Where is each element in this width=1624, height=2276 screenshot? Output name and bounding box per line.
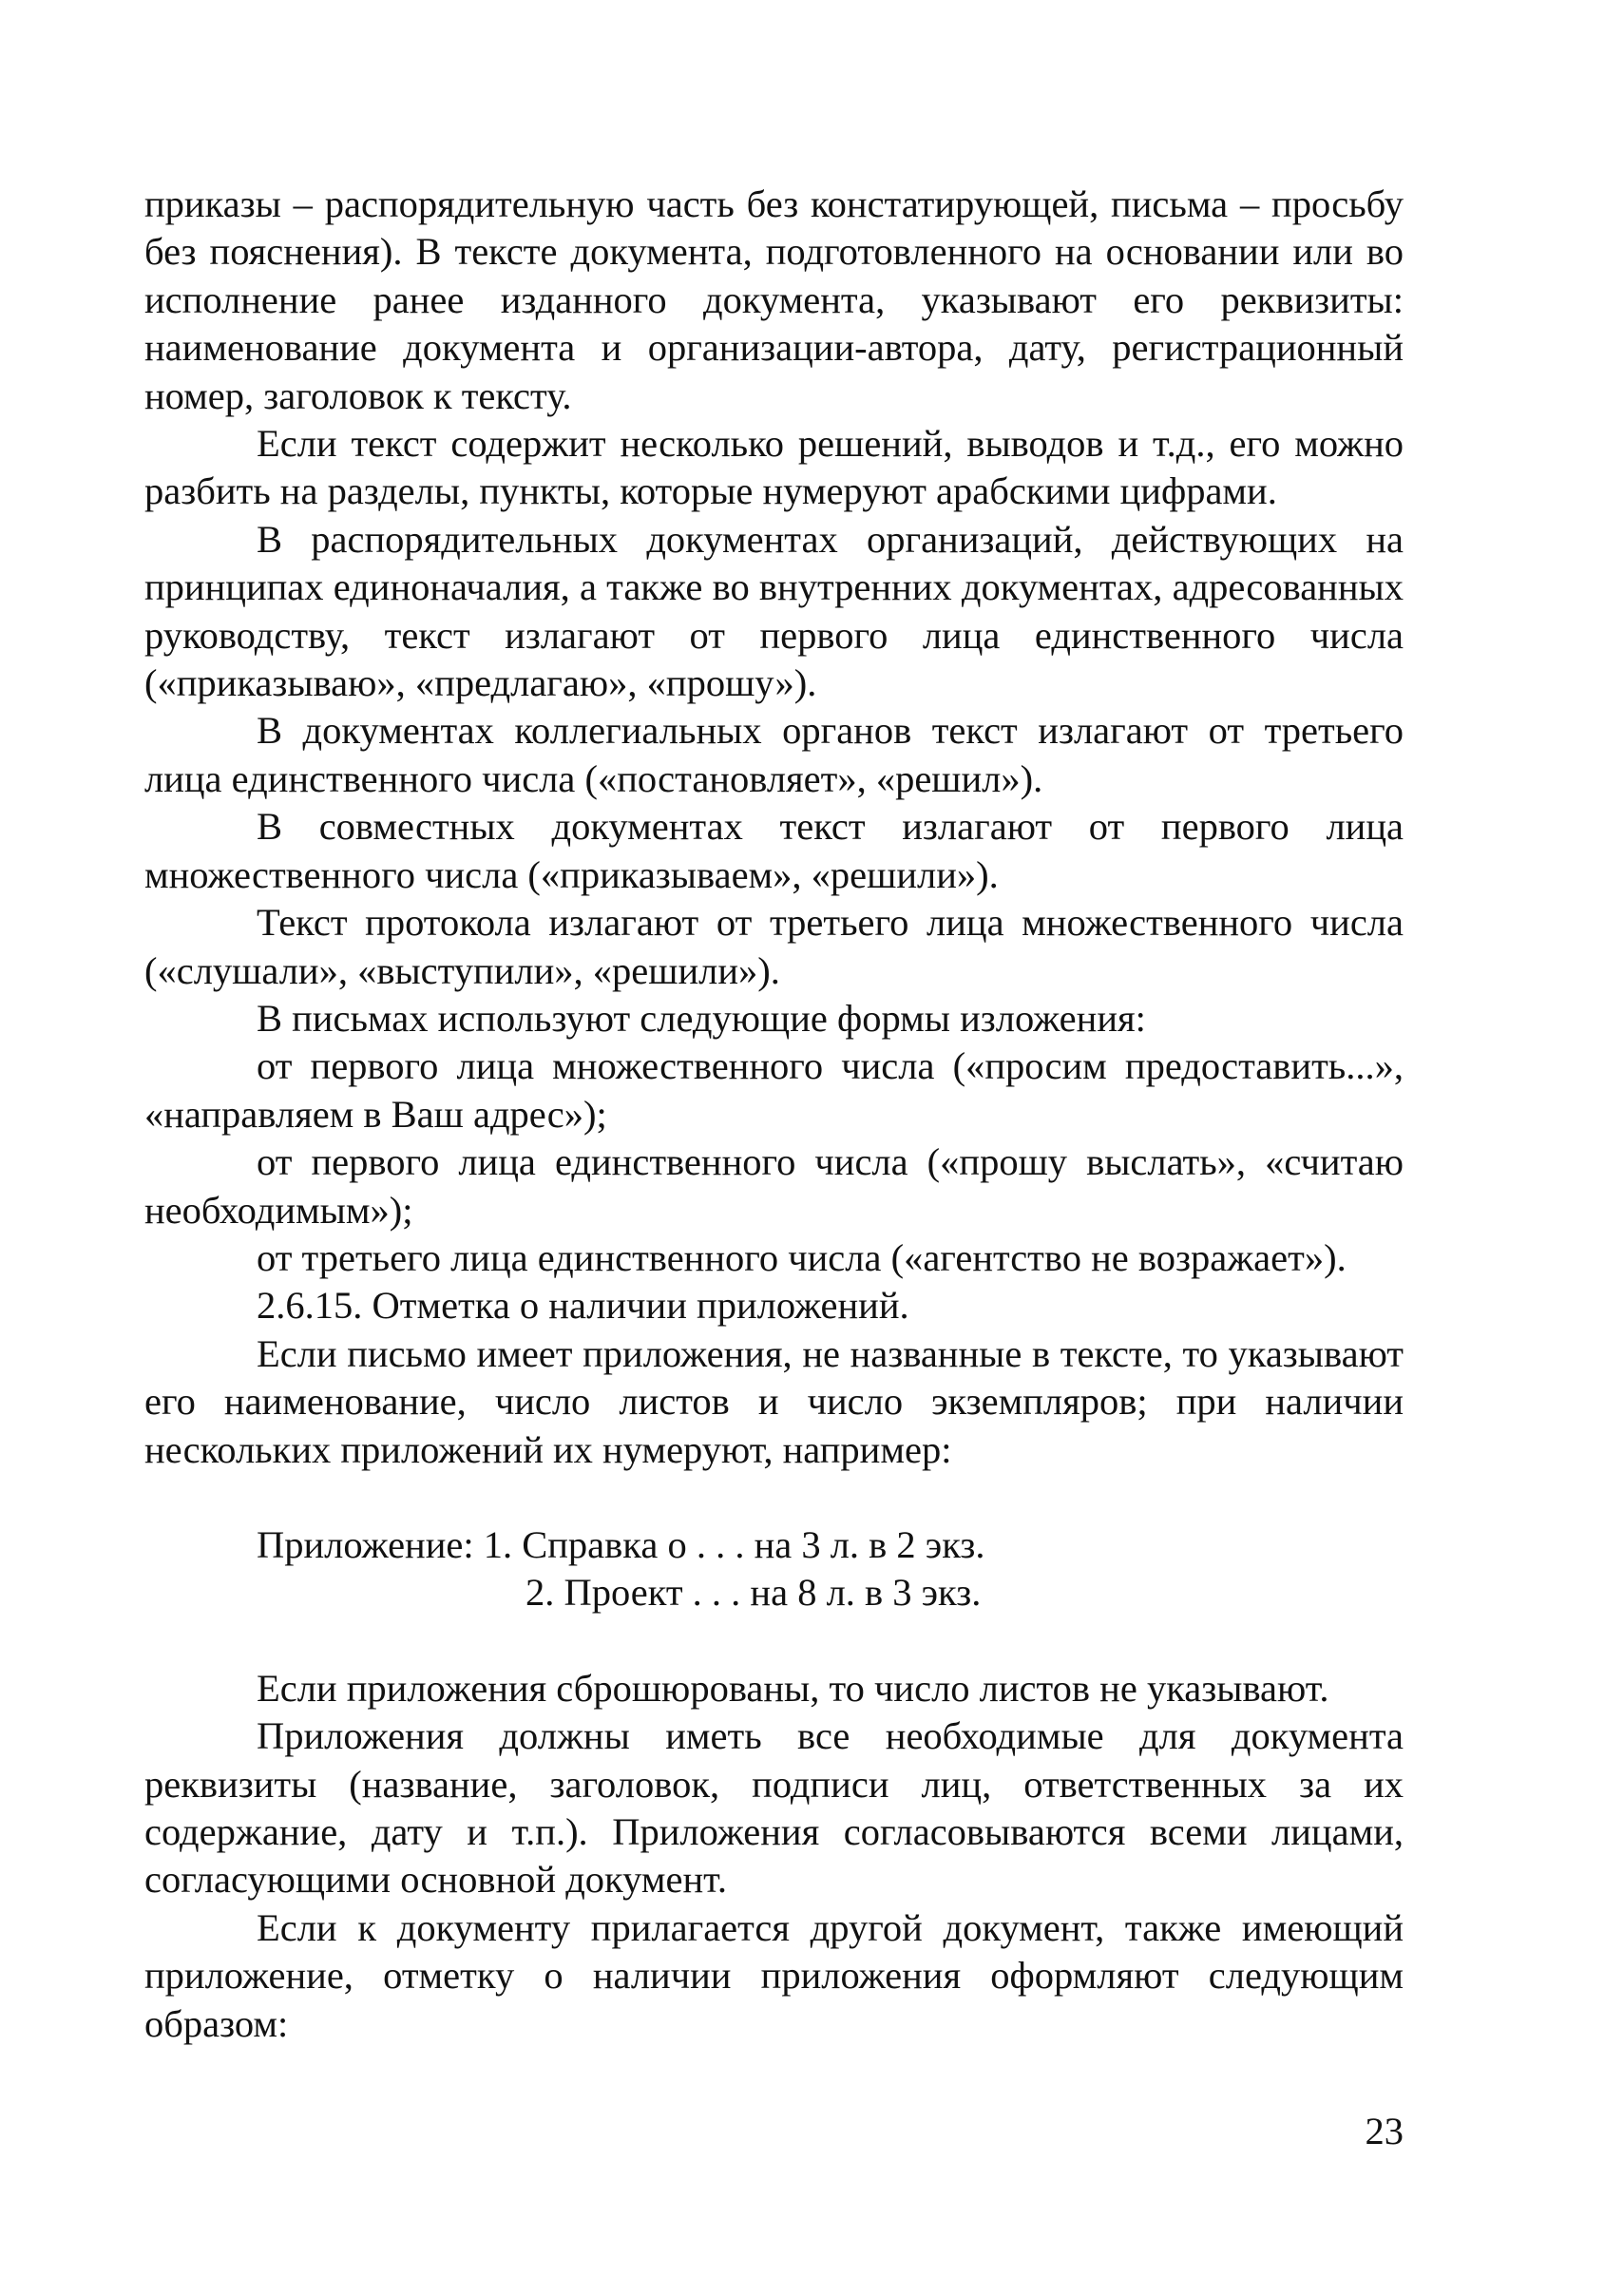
- paragraph-administrative-documents: В распорядительных документах организаций, действующих на принципах единоначалия, а также во внутренних документах, адресованных руководству, текст излагают от первого лица единственного числа («приказываю», «предлагаю», «прошу»).: [144, 517, 1404, 705]
- paragraph-first-person-plural: от первого лица множественного числа («просим предоставить...», «направляем в Ваш адрес»);: [144, 1044, 1404, 1136]
- attachment-line-2: 2. Проект . . . на 8 л. в 3 экз.: [525, 1571, 982, 1615]
- paragraph-attachment-requisites: Приложения должны иметь все необходимые для документа реквизиты (название, заголовок, подписи лиц, ответственных за их содержание, дату и т.п.). Приложения согласовываются всеми лицами, согласующими основной документ.: [144, 1714, 1404, 1902]
- paragraph-sections: Если текст содержит несколько решений, выводов и т.д., его можно разбить на разделы, пункты, которые нумеруют арабскими цифрами.: [144, 422, 1404, 513]
- paragraph-bound-attachments: Если приложения сброшюрованы, то число листов не указывают.: [257, 1666, 1329, 1710]
- attachment-line-1: Приложение: 1. Справка о . . . на 3 л. в 2 экз.: [257, 1522, 985, 1566]
- page-number: 23: [1365, 2110, 1404, 2152]
- paragraph-protocol: Текст протокола излагают от третьего лица множественного числа («слушали», «выступили», «решили»).: [144, 901, 1404, 992]
- paragraph-nested-attachments: Если к документу прилагается другой документ, также имеющий приложение, отметку о наличии приложения оформляют следующим образом:: [144, 1905, 1404, 2045]
- section-heading-2-6-15: 2.6.15. Отметка о наличии приложений.: [257, 1284, 909, 1328]
- paragraph-third-person-singular: от третьего лица единственного числа («агентство не возражает»).: [257, 1235, 1347, 1279]
- attachment-example: [144, 1521, 1404, 1617]
- paragraph-letter-attachments: Если письмо имеет приложения, не названные в тексте, то указывают его наименование, число листов и число экземпляров; при наличии нескольких приложений их нумеруют, например:: [144, 1331, 1404, 1471]
- paragraph-collegial-bodies: В документах коллегиальных органов текст излагают от третьего лица единственного числа («постановляет», «решил»).: [144, 709, 1404, 800]
- paragraph-continuation: приказы – распорядительную часть без констатирующей, письма – просьбу без пояснения). В тексте документа, подготовленного на основании или во исполнение ранее изданного документа, указывают его реквизиты: наименование документа и организации-автора, дату, регистрационный номер, заголовок к тексту.: [144, 182, 1404, 417]
- paragraph-joint-documents: В совместных документах текст излагают от первого лица множественного числа («приказываем», «решили»).: [144, 805, 1404, 896]
- paragraph-first-person-singular: от первого лица единственного числа («прошу выслать», «считаю необходимым»);: [144, 1140, 1404, 1232]
- page-body: [144, 181, 1404, 2048]
- paragraph-letter-forms: В письмах используют следующие формы изложения:: [257, 996, 1146, 1040]
